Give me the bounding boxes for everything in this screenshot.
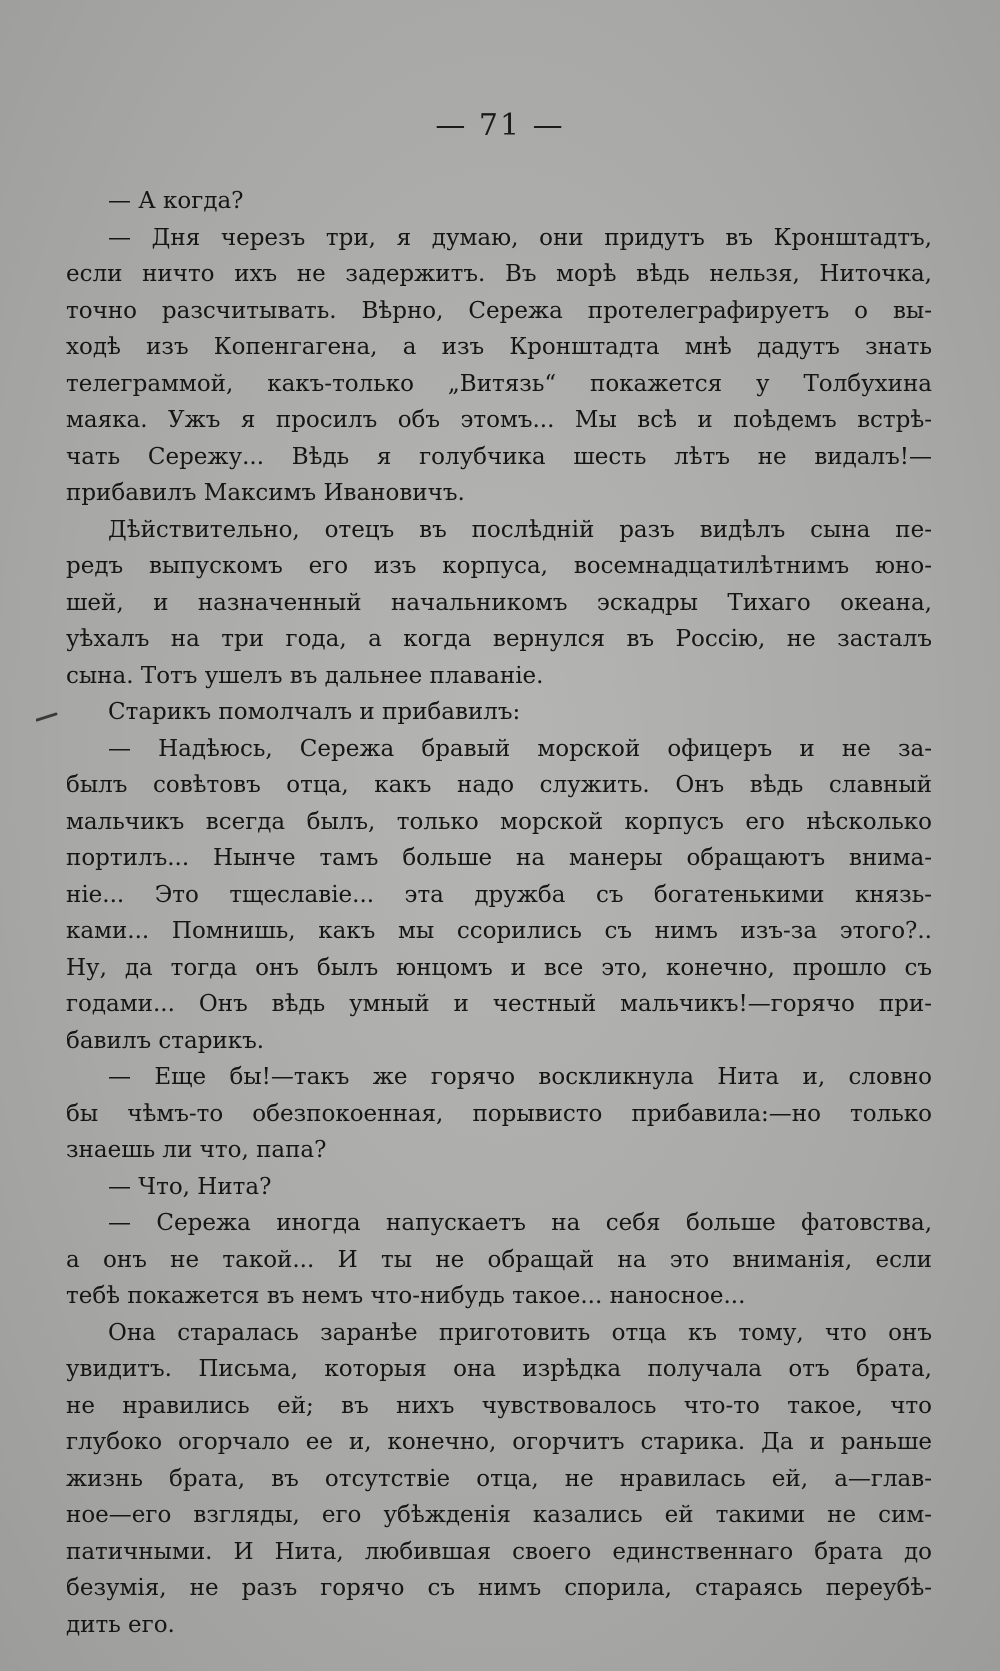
- text-line: нiе... Это тщеславiе... эта дружба съ богатенькими князь-: [66, 881, 932, 908]
- text-line: редъ выпускомъ его изъ корпуса, восемнадцатилѣтнимъ юно-: [66, 553, 932, 579]
- text-line: не нравились ей; въ нихъ чувствовалось что-то такое, что: [66, 1392, 932, 1419]
- pencil-mark: [36, 712, 58, 722]
- text-line: жизнь брата, въ отсутствiе отца, не нравилась ей, а—глав-: [66, 1465, 932, 1492]
- text-line: былъ совѣтовъ отца, какъ надо служить. Онъ вѣдь славный: [66, 772, 932, 798]
- text-line: Ну, да тогда онъ былъ юнцомъ и все это, конечно, прошло съ: [66, 954, 932, 981]
- text-line: портилъ... Нынче тамъ больше на манеры обращаютъ внима-: [66, 845, 932, 871]
- text-line: — Еще бы!—такъ же горячо воскликнула Нита и, словно: [108, 1064, 932, 1090]
- text-line: увидитъ. Письма, которыя она изрѣдка получала отъ брата,: [66, 1356, 932, 1382]
- text-line: тебѣ покажется въ немъ что-нибудь такое... наносное...: [66, 1283, 746, 1309]
- text-line: ками... Помнишь, какъ мы ссорились съ нимъ изъ-за этого?..: [66, 918, 932, 944]
- text-line: — А когда?: [108, 188, 244, 214]
- body-text: [66, 183, 932, 1643]
- page-number: — 71 —: [435, 108, 565, 143]
- text-line: — Дня черезъ три, я думаю, они придутъ въ Кронштадтъ,: [108, 224, 932, 251]
- text-line: ное—его взгляды, его убѣжденiя казались ей такими не сим-: [66, 1502, 932, 1528]
- text-line: ходѣ изъ Копенгагена, а изъ Кронштадта мнѣ дадутъ знать: [66, 334, 932, 360]
- text-line: патичными. И Нита, любившая своего единственнаго брата до: [66, 1538, 932, 1565]
- text-line: а онъ не такой... И ты не обращай на это вниманiя, если: [66, 1246, 932, 1273]
- text-line: — Сережа иногда напускаетъ на себя больше фатовства,: [108, 1210, 932, 1236]
- text-line: прибавилъ Максимъ Ивановичъ.: [66, 480, 465, 506]
- text-line: глубоко огорчало ее и, конечно, огорчитъ старика. Да и раньше: [66, 1429, 932, 1455]
- text-line: маяка. Ужъ я просилъ объ этомъ... Мы всѣ и поѣдемъ встрѣ-: [66, 407, 932, 433]
- text-line: точно разсчитывать. Вѣрно, Сережа протелеграфируетъ о вы-: [66, 297, 932, 324]
- text-line: бавилъ старикъ.: [66, 1027, 265, 1054]
- text-line: — Надѣюсь, Сережа бравый морской офицеръ и не за-: [108, 735, 932, 762]
- text-line: бы чѣмъ-то обезпокоенная, порывисто прибавила:—но только: [66, 1100, 932, 1127]
- text-line: знаешь ли что, папа?: [66, 1137, 327, 1163]
- text-line: безумiя, не разъ горячо съ нимъ спорила, стараясь переубѣ-: [66, 1575, 932, 1601]
- text-line: шей, и назначенный начальникомъ эскадры Тихаго океана,: [66, 589, 932, 616]
- text-line: — Что, Нита?: [108, 1173, 272, 1200]
- text-line: чать Сережу... Вѣдь я голубчика шесть лѣтъ не видалъ!—: [66, 443, 932, 470]
- text-line: Старикъ помолчалъ и прибавилъ:: [108, 699, 521, 725]
- text-line: Она старалась заранѣе приготовить отца къ тому, что онъ: [108, 1319, 932, 1346]
- text-line: сына. Тотъ ушелъ въ дальнее плаванiе.: [66, 662, 544, 689]
- text-line: годами... Онъ вѣдь умный и честный мальчикъ!—горячо при-: [66, 991, 932, 1017]
- text-line: дить его.: [66, 1611, 175, 1638]
- text-line: если ничто ихъ не задержитъ. Въ морѣ вѣдь нельзя, Ниточка,: [66, 261, 932, 287]
- text-line: уѣхалъ на три года, а когда вернулся въ Россiю, не засталъ: [66, 626, 932, 652]
- text-line: Дѣйствительно, отецъ въ послѣднiй разъ видѣлъ сына пе-: [108, 516, 932, 543]
- text-line: телеграммой, какъ-только „Витязь“ покажется у Толбухина: [66, 370, 932, 397]
- text-line: мальчикъ всегда былъ, только морской корпусъ его нѣсколько: [66, 808, 932, 835]
